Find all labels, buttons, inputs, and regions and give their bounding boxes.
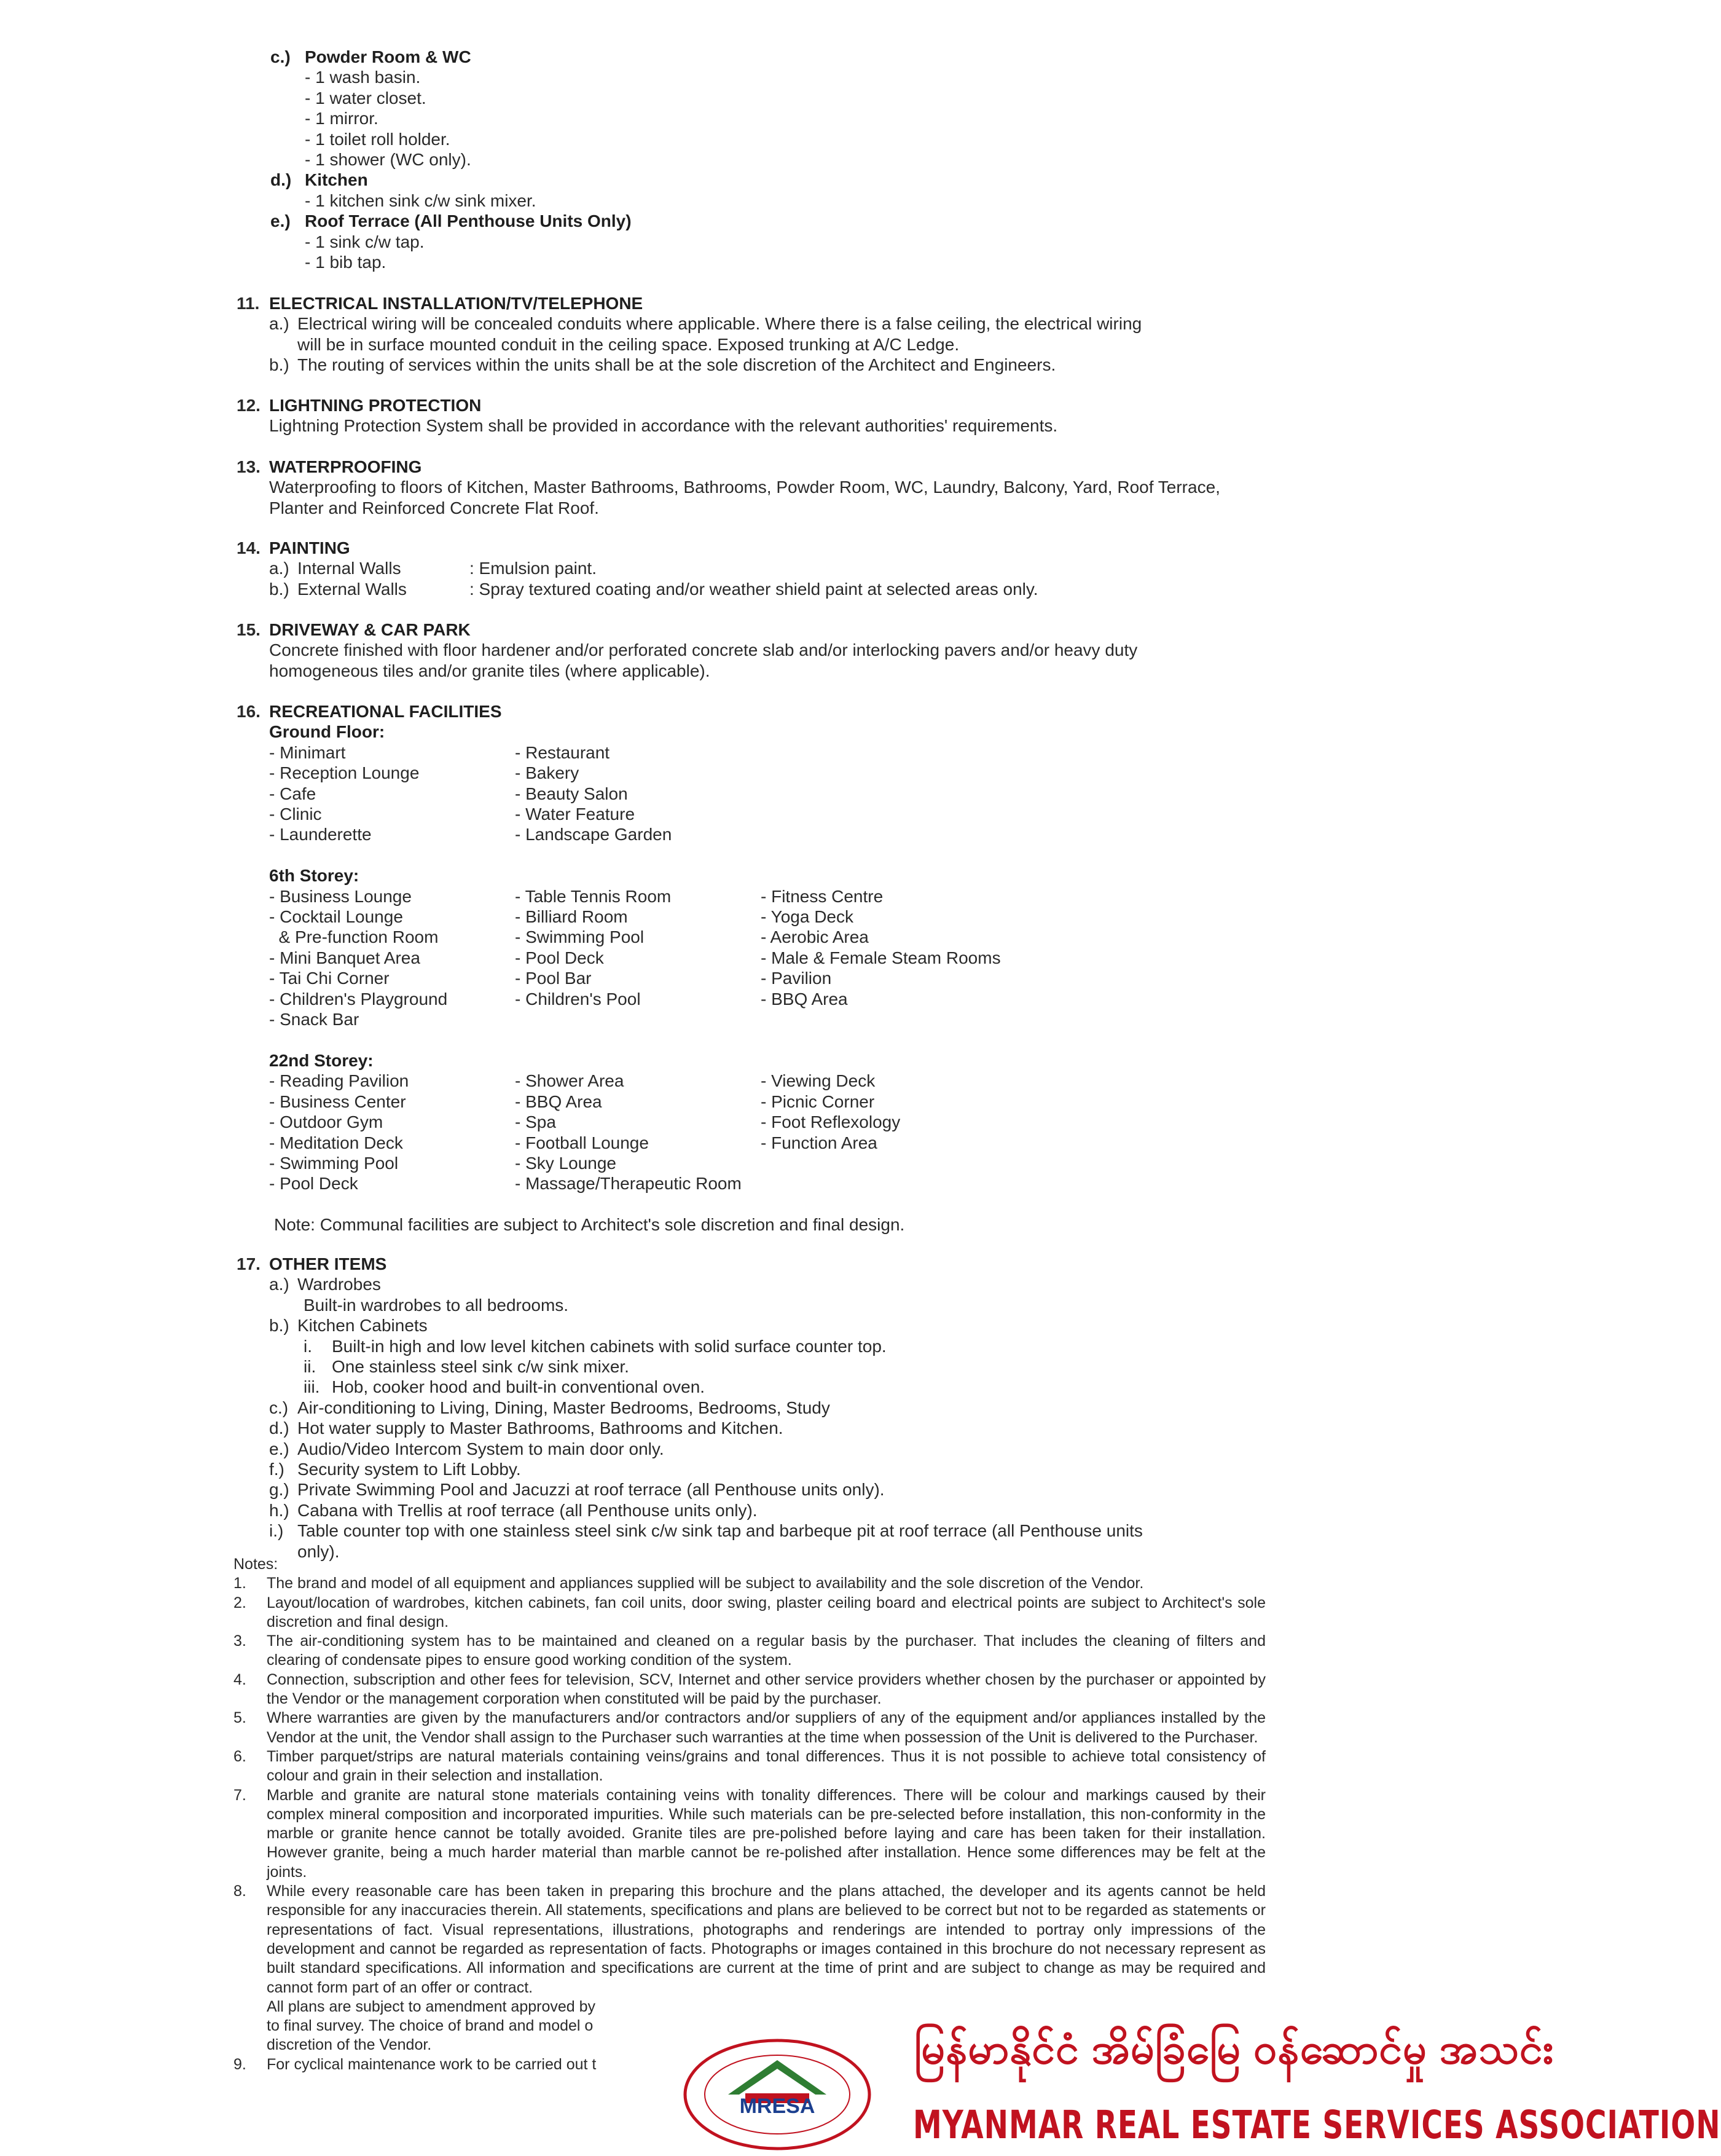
item-text: Electrical wiring will be concealed conduits where applicable. Where there is a false ceiling, the electrical wiring <box>297 314 1142 334</box>
item-text: Table counter top with one stainless steel sink c/w sink tap and barbeque pit at roof terrace (all Penthouse units <box>297 1521 1143 1541</box>
section-number: 16. <box>237 702 261 721</box>
note-number: 7. <box>233 1786 246 1804</box>
list-item: - Minimart <box>269 742 346 762</box>
note-number: 3. <box>233 1632 246 1650</box>
section-title: ELECTRICAL INSTALLATION/TV/TELEPHONE <box>269 294 643 313</box>
powder-room-title: Powder Room & WC <box>305 47 471 66</box>
list-item: - Fitness Centre <box>761 886 884 906</box>
sub-label: iii. <box>304 1377 320 1397</box>
list-item: - Business Center <box>269 1092 406 1111</box>
list-item: - Meditation Deck <box>269 1133 403 1152</box>
note-number: 8. <box>233 1883 246 1900</box>
note-number: 2. <box>233 1594 246 1611</box>
list-item: - Bakery <box>515 763 579 783</box>
sub-text: Hob, cooker hood and built-in conventional oven. <box>332 1377 705 1397</box>
list-item: - Male & Female Steam Rooms <box>761 948 1001 967</box>
section-title: OTHER ITEMS <box>269 1254 387 1273</box>
item-name: External Walls <box>297 579 407 599</box>
list-item: - Table Tennis Room <box>515 886 672 906</box>
note-text: For cyclical maintenance work to be carried out t <box>267 2055 597 2073</box>
list-item: - Pool Deck <box>269 1174 358 1194</box>
item-label: f.) <box>269 1460 284 1479</box>
list-item: - Massage/Therapeutic Room <box>515 1174 742 1194</box>
logo-text: MRESA <box>739 2095 815 2118</box>
item-text: Kitchen Cabinets <box>297 1316 428 1336</box>
section-text: Concrete finished with floor hardener and/or perforated concrete slab and/or interlocking pavers and/or heavy duty <box>269 640 1138 660</box>
list-item: - BBQ Area <box>515 1092 602 1111</box>
list-item: - Yoga Deck <box>761 907 853 927</box>
list-item: - Restaurant <box>515 742 610 762</box>
section-number: 11. <box>237 294 260 313</box>
item-label: h.) <box>269 1500 289 1520</box>
item-text: The routing of services within the units shall be at the sole discretion of the Architect and Engineers. <box>297 355 1056 375</box>
note-text: The brand and model of all equipment and appliances supplied will be subject to availability and the sole discretion of the Vendor. <box>267 1575 1144 1592</box>
item-label: a.) <box>269 559 289 578</box>
section-text: Lightning Protection System shall be provided in accordance with the relevant authorities' requirements. <box>269 416 1058 436</box>
section-title: DRIVEWAY & CAR PARK <box>269 620 471 639</box>
list-item: - Snack Bar <box>269 1010 359 1029</box>
item-name: Internal Walls <box>297 559 401 578</box>
item-text: Wardrobes <box>297 1275 381 1294</box>
list-item: - Football Lounge <box>515 1133 649 1152</box>
ground-floor-title: Ground Floor: <box>269 722 385 742</box>
sub-label: ii. <box>304 1357 316 1377</box>
notes-heading: Notes: <box>233 1556 278 1573</box>
item-label: e.) <box>269 1439 289 1458</box>
item-value: : Spray textured coating and/or weather shield paint at selected areas only. <box>469 579 1038 599</box>
item-text: Private Swimming Pool and Jacuzzi at roof terrace (all Penthouse units only). <box>297 1480 885 1500</box>
note-text: Connection, subscription and other fees for television, SCV, Internet and other service providers whether chosen by the purchaser or appointed by the Vendor or the management corporation when constituted will be paid by the purchaser. <box>267 1670 1266 1708</box>
note-text: Where warranties are given by the manufacturers and/or contractors and/or suppliers of any of the equipment and/or appliances installed by the Vendor at the unit, the Vendor shall assign to the Purchaser such warranties at the time when possession of the Unit is delivered to the Purchaser. <box>267 1709 1266 1746</box>
note-text: While every reasonable care has been taken in preparing this brochure and the plans attached, the developer and its agents cannot be held responsible for any inaccuracies therein. All statements, specifications and plans are believed to be correct but not to be regarded as statements or representations of fact. Visual representations, illustrations, photographs and renderings are intended to portray only impressions of the development and cannot be regarded as representation of facts. Photographs or images contained in this brochure do not necessary represent as built standard specifications. All information and specifications are current at the time of print and are subject to change as may be required and cannot form part of an offer or contract. <box>267 1883 1266 1996</box>
list-item: - 1 toilet roll holder. <box>305 129 450 149</box>
item-label: e.) <box>270 211 291 231</box>
note-item <box>233 1594 1266 1632</box>
note-item <box>233 1747 1266 1786</box>
note-item <box>233 1882 1266 1997</box>
list-item: - 1 sink c/w tap. <box>305 232 425 251</box>
list-item: - Function Area <box>761 1133 877 1152</box>
note-number: 4. <box>233 1670 246 1688</box>
list-item: - Billiard Room <box>515 907 628 927</box>
note-text: All plans are subject to amendment approved by <box>267 1997 596 2015</box>
section-title: LIGHTNING PROTECTION <box>269 396 482 415</box>
note-item <box>233 1670 1266 1709</box>
note-item <box>233 1786 1266 1882</box>
item-label: c.) <box>270 47 291 66</box>
list-item: - Picnic Corner <box>761 1092 875 1111</box>
section-number: 14. <box>237 538 261 557</box>
list-item: - 1 shower (WC only). <box>305 150 471 170</box>
note-item <box>233 1574 1266 1593</box>
list-item: - Swimming Pool <box>515 927 645 947</box>
list-item: - Outdoor Gym <box>269 1112 383 1132</box>
list-item: - Water Feature <box>515 805 635 824</box>
item-label: b.) <box>269 579 289 599</box>
list-item: - Spa <box>515 1112 556 1132</box>
twentysecond-storey-title: 22nd Storey: <box>269 1050 374 1070</box>
item-label: b.) <box>269 355 289 375</box>
list-item: - BBQ Area <box>761 989 848 1009</box>
list-item: - 1 bib tap. <box>305 253 386 272</box>
item-value: : Emulsion paint. <box>469 559 597 578</box>
mresa-logo <box>679 2034 876 2151</box>
list-item: - Pavilion <box>761 969 832 988</box>
list-item: - Clinic <box>269 805 322 824</box>
note-item <box>233 1632 1266 1670</box>
facilities-note: Note: Communal facilities are subject to Architect's sole discretion and final design. <box>274 1215 905 1235</box>
section-number: 15. <box>237 620 261 639</box>
sub-text: Built-in high and low level kitchen cabinets with solid surface counter top. <box>332 1336 887 1356</box>
list-item: - 1 mirror. <box>305 109 378 128</box>
note-text: The air-conditioning system has to be maintained and cleaned on a regular basis by the purchaser. That includes the cleaning of filters and clearing of condensate pipes to ensure good working condition of the system. <box>267 1632 1266 1669</box>
sixth-storey-list <box>269 886 1264 1030</box>
item-text: Hot water supply to Master Bathrooms, Bathrooms and Kitchen. <box>297 1418 783 1438</box>
section-number: 12. <box>237 396 261 415</box>
association-name-myanmar: မြန်မာနိုင်ငံ အိမ်ခြံမြေ ဝန်ဆောင်မှု အသင်း <box>914 2026 1554 2072</box>
ground-floor-list <box>269 742 1264 845</box>
item-text: will be in surface mounted conduit in the ceiling space. Exposed trunking at A/C Ledge. <box>297 334 960 354</box>
note-number: 5. <box>233 1709 246 1727</box>
item-label: a.) <box>269 1275 289 1294</box>
list-item: - Launderette <box>269 825 372 844</box>
list-item: - 1 water closet. <box>305 88 426 108</box>
note-text: to final survey. The choice of brand and model o <box>267 2017 594 2035</box>
list-item: - Children's Playground <box>269 989 448 1009</box>
note-text: discretion of the Vendor. <box>267 2036 432 2054</box>
list-item: & Pre-function Room <box>269 927 439 947</box>
list-item: - 1 kitchen sink c/w sink mixer. <box>305 191 536 210</box>
list-item: - Cafe <box>269 784 316 803</box>
item-label: d.) <box>269 1418 289 1438</box>
item-text: Audio/Video Intercom System to main door only. <box>297 1439 664 1458</box>
list-item: - Viewing Deck <box>761 1071 876 1091</box>
section-text: homogeneous tiles and/or granite tiles (where applicable). <box>269 661 710 680</box>
item-detail: Built-in wardrobes to all bedrooms. <box>304 1295 569 1315</box>
note-number: 9. <box>233 2055 246 2073</box>
note-number: 1. <box>233 1575 246 1592</box>
list-item: - Reading Pavilion <box>269 1071 409 1091</box>
notes-block <box>233 1555 1266 2074</box>
note-text: Layout/location of wardrobes, kitchen cabinets, fan coil units, door swing, plaster ceiling board and electrical points are subject to Architect's sole discretion and final design. <box>267 1594 1266 1631</box>
sub-label: i. <box>304 1336 312 1356</box>
list-item: - Foot Reflexology <box>761 1112 901 1132</box>
section-number: 17. <box>237 1254 261 1273</box>
list-item: - Business Lounge <box>269 886 412 906</box>
list-item: - Reception Lounge <box>269 763 420 783</box>
roof-terrace-title: Roof Terrace (All Penthouse Units Only) <box>305 211 632 231</box>
list-item: - Pool Bar <box>515 969 592 988</box>
item-text: Security system to Lift Lobby. <box>297 1460 521 1479</box>
item-label: i.) <box>269 1521 284 1541</box>
item-text: Air-conditioning to Living, Dining, Master Bedrooms, Bedrooms, Study <box>297 1398 830 1417</box>
list-item: - Cocktail Lounge <box>269 907 403 927</box>
section-title: PAINTING <box>269 538 350 557</box>
list-item: - Children's Pool <box>515 989 641 1009</box>
list-item: - Sky Lounge <box>515 1153 616 1173</box>
section-number: 13. <box>237 457 261 476</box>
sanitary-continued <box>270 47 632 272</box>
list-item: - Swimming Pool <box>269 1153 399 1173</box>
list-item: - 1 wash basin. <box>305 68 421 87</box>
item-label: g.) <box>269 1480 289 1500</box>
section-title: RECREATIONAL FACILITIES <box>269 702 502 721</box>
section-title: WATERPROOFING <box>269 457 422 476</box>
note-item <box>233 1709 1266 1747</box>
sub-text: One stainless steel sink c/w sink mixer. <box>332 1357 629 1377</box>
item-text: only). <box>297 1541 340 1561</box>
list-item: - Tai Chi Corner <box>269 969 390 988</box>
list-item: - Shower Area <box>515 1071 624 1091</box>
list-item: - Pool Deck <box>515 948 604 967</box>
association-name-english: MYANMAR REAL ESTATE SERVICES ASSOCIATION <box>913 2103 1721 2149</box>
note-number: 6. <box>233 1747 246 1765</box>
item-label: b.) <box>269 1316 289 1336</box>
kitchen-title: Kitchen <box>305 170 368 190</box>
section-text: Waterproofing to floors of Kitchen, Master Bathrooms, Bathrooms, Powder Room, WC, Laundry, Balcony, Yard, Roof Terrace, <box>269 478 1220 497</box>
list-item: - Beauty Salon <box>515 784 628 803</box>
list-item: - Aerobic Area <box>761 927 869 947</box>
sixth-storey-title: 6th Storey: <box>269 866 359 886</box>
section-text: Planter and Reinforced Concrete Flat Roof. <box>269 498 599 517</box>
item-label: c.) <box>269 1398 289 1417</box>
note-text: Timber parquet/strips are natural materials containing veins/grains and tonal differences. Thus it is not possible to achieve total consistency of colour and grain in their selection and installation. <box>267 1747 1266 1785</box>
list-item: - Mini Banquet Area <box>269 948 420 967</box>
note-text: Marble and granite are natural stone materials containing veins with tonality differences. There will be colour and markings caused by their complex mineral composition and incorporated impurities. While such materials can be pre-selected before installation, this non-conformity in the marble or granite hence cannot be totally avoided. Granite tiles are pre-polished before laying and care has been taken for their installation. However granite, being a much harder material than marble cannot be re-polished after installation. Hence some differences may be felt at the joints. <box>267 1786 1266 1881</box>
mresa-logo-icon <box>679 2034 876 2151</box>
item-text: Cabana with Trellis at roof terrace (all Penthouse units only). <box>297 1500 758 1520</box>
item-label: a.) <box>269 314 289 334</box>
list-item: - Landscape Garden <box>515 825 672 844</box>
item-label: d.) <box>270 170 292 190</box>
twentysecond-storey-list <box>269 1071 1264 1194</box>
